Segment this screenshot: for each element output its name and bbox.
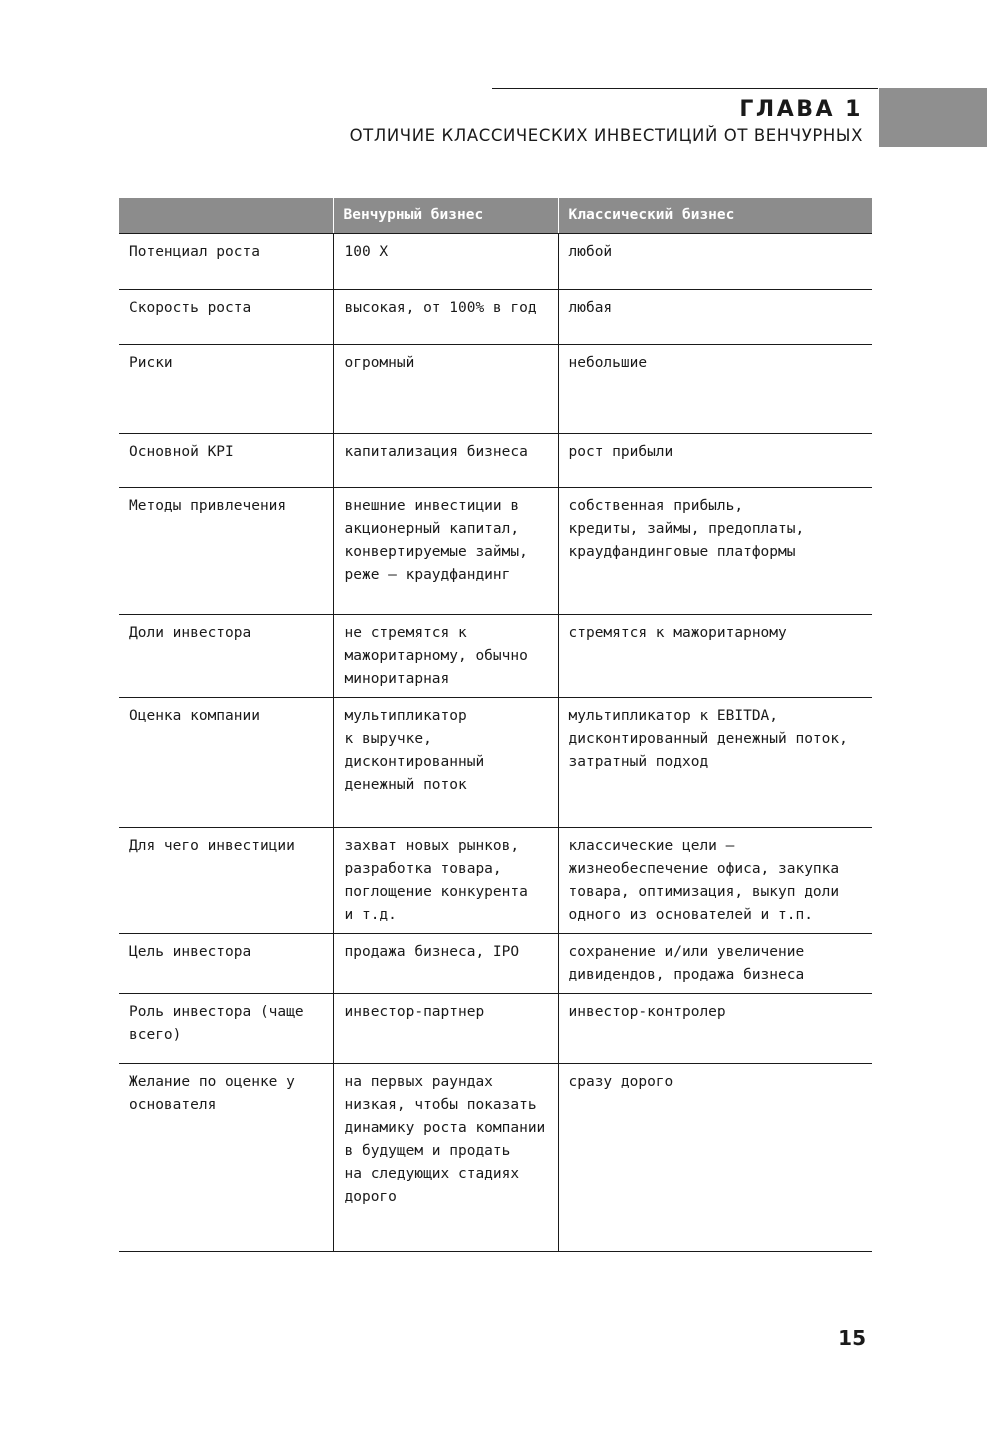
venture-cell: не стремятся к мажоритарному, обычно миноритарная xyxy=(333,614,558,697)
venture-cell: мультипликатор к выручке, дисконтированный денежный поток xyxy=(333,697,558,827)
table-row xyxy=(119,487,872,614)
table-row xyxy=(119,233,872,289)
classic-cell: рост прибыли xyxy=(558,433,872,487)
row-label: Риски xyxy=(119,344,333,433)
page-number: 15 xyxy=(838,1326,866,1350)
row-label: Методы привлечения xyxy=(119,487,333,614)
chapter-label: ГЛАВА 1 xyxy=(739,97,863,122)
row-label: Скорость роста xyxy=(119,289,333,344)
row-label: Основной KPI xyxy=(119,433,333,487)
venture-cell: продажа бизнеса, IPO xyxy=(333,933,558,993)
row-label: Потенциал роста xyxy=(119,233,333,289)
table-row xyxy=(119,289,872,344)
comparison-table xyxy=(119,198,872,1252)
venture-cell: огромный xyxy=(333,344,558,433)
classic-cell: классические цели — жизнеобеспечение офиса, закупка товара, оптимизация, выкуп доли одного из основателей и т.п. xyxy=(558,827,872,933)
header-cell-venture: Венчурный бизнес xyxy=(333,198,558,233)
chapter-tab-block xyxy=(879,88,987,147)
classic-cell: собственная прибыль, кредиты, займы, предоплаты, краудфандинговые платформы xyxy=(558,487,872,614)
table-row xyxy=(119,697,872,827)
venture-cell: высокая, от 100% в год xyxy=(333,289,558,344)
classic-cell: сразу дорого xyxy=(558,1063,872,1251)
classic-cell: любой xyxy=(558,233,872,289)
classic-cell: любая xyxy=(558,289,872,344)
table-row xyxy=(119,433,872,487)
table-row xyxy=(119,827,872,933)
row-label: Доли инвестора xyxy=(119,614,333,697)
venture-cell: 100 Х xyxy=(333,233,558,289)
classic-cell: небольшие xyxy=(558,344,872,433)
header-cell-empty xyxy=(119,198,333,233)
row-label: Оценка компании xyxy=(119,697,333,827)
venture-cell: захват новых рынков, разработка товара, поглощение конкурента и т.д. xyxy=(333,827,558,933)
table-row xyxy=(119,614,872,697)
row-label: Желание по оценке у основателя xyxy=(119,1063,333,1251)
venture-cell: на первых раундах низкая, чтобы показать динамику роста компании в будущем и продать на следующих стадиях дорого xyxy=(333,1063,558,1251)
table-row xyxy=(119,1063,872,1251)
classic-cell: стремятся к мажоритарному xyxy=(558,614,872,697)
table-row xyxy=(119,344,872,433)
row-label: Цель инвестора xyxy=(119,933,333,993)
venture-cell: инвестор-партнер xyxy=(333,993,558,1063)
classic-cell: инвестор-контролер xyxy=(558,993,872,1063)
venture-cell: капитализация бизнеса xyxy=(333,433,558,487)
venture-cell: внешние инвестиции в акционерный капитал, конвертируемые займы, реже — краудфандинг xyxy=(333,487,558,614)
classic-cell: мультипликатор к EBITDA, дисконтированный денежный поток, затратный подход xyxy=(558,697,872,827)
header-rule xyxy=(492,88,878,89)
table-row xyxy=(119,933,872,993)
row-label: Для чего инвестиции xyxy=(119,827,333,933)
row-label: Роль инвестора (чаще всего) xyxy=(119,993,333,1063)
header-cell-classic: Классический бизнес xyxy=(558,198,872,233)
chapter-subtitle: ОТЛИЧИЕ КЛАССИЧЕСКИХ ИНВЕСТИЦИЙ ОТ ВЕНЧУРНЫХ xyxy=(349,126,863,145)
classic-cell: сохранение и/или увеличение дивидендов, продажа бизнеса xyxy=(558,933,872,993)
table-row xyxy=(119,993,872,1063)
table-header-row xyxy=(119,198,872,233)
